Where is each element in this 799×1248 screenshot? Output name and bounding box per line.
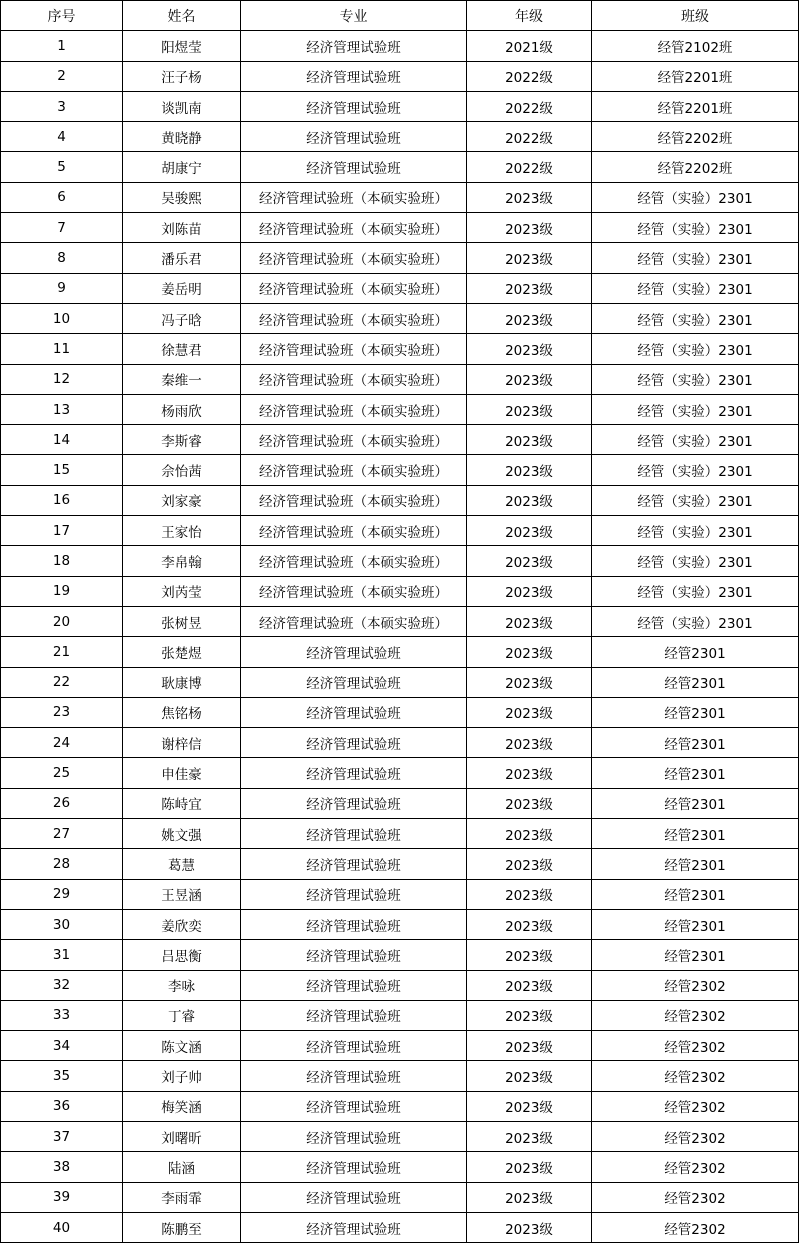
table-row	[1, 667, 799, 697]
cell-name: 黄晓静	[123, 122, 241, 152]
table-row	[1, 91, 799, 121]
cell-major: 经济管理试验班	[241, 819, 467, 849]
table-row	[1, 1212, 799, 1242]
cell-index: 20	[1, 606, 123, 636]
cell-major: 经济管理试验班	[241, 61, 467, 91]
cell-name: 申佳豪	[123, 758, 241, 788]
cell-class: 经管2201班	[592, 91, 799, 121]
cell-name: 刘家豪	[123, 485, 241, 515]
cell-year: 2023级	[467, 182, 592, 212]
cell-class: 经管（实验）2301	[592, 273, 799, 303]
cell-name: 李雨霏	[123, 1182, 241, 1212]
cell-index: 34	[1, 1031, 123, 1061]
cell-name: 秦维一	[123, 364, 241, 394]
cell-name: 丁睿	[123, 1000, 241, 1030]
table-row	[1, 273, 799, 303]
cell-class: 经管（实验）2301	[592, 516, 799, 546]
cell-class: 经管2302	[592, 1000, 799, 1030]
cell-index: 9	[1, 273, 123, 303]
table-row	[1, 243, 799, 273]
cell-class: 经管（实验）2301	[592, 425, 799, 455]
cell-name: 李帛翰	[123, 546, 241, 576]
cell-major: 经济管理试验班	[241, 1212, 467, 1242]
cell-year: 2023级	[467, 1000, 592, 1030]
cell-year: 2023级	[467, 758, 592, 788]
cell-major: 经济管理试验班	[241, 1000, 467, 1030]
cell-year: 2023级	[467, 425, 592, 455]
table-row	[1, 455, 799, 485]
table-row	[1, 303, 799, 333]
cell-year: 2023级	[467, 273, 592, 303]
cell-class: 经管（实验）2301	[592, 213, 799, 243]
table-row	[1, 61, 799, 91]
cell-major: 经济管理试验班（本硕实验班）	[241, 425, 467, 455]
cell-year: 2023级	[467, 909, 592, 939]
cell-major: 经济管理试验班	[241, 1031, 467, 1061]
table-row	[1, 152, 799, 182]
cell-major: 经济管理试验班（本硕实验班）	[241, 364, 467, 394]
cell-year: 2023级	[467, 728, 592, 758]
cell-name: 梅笑涵	[123, 1091, 241, 1121]
cell-class: 经管（实验）2301	[592, 394, 799, 424]
cell-name: 佘怡茜	[123, 455, 241, 485]
cell-index: 36	[1, 1091, 123, 1121]
cell-major: 经济管理试验班	[241, 909, 467, 939]
cell-year: 2023级	[467, 485, 592, 515]
cell-year: 2023级	[467, 697, 592, 727]
table-row	[1, 31, 799, 61]
cell-class: 经管2302	[592, 970, 799, 1000]
cell-major: 经济管理试验班	[241, 1152, 467, 1182]
cell-name: 胡康宁	[123, 152, 241, 182]
cell-index: 7	[1, 213, 123, 243]
cell-class: 经管2302	[592, 1212, 799, 1242]
cell-index: 32	[1, 970, 123, 1000]
cell-major: 经济管理试验班（本硕实验班）	[241, 485, 467, 515]
cell-year: 2023级	[467, 303, 592, 333]
cell-index: 21	[1, 637, 123, 667]
table-row	[1, 485, 799, 515]
cell-index: 31	[1, 940, 123, 970]
header-major: 专业	[241, 1, 467, 31]
cell-major: 经济管理试验班	[241, 758, 467, 788]
table-row	[1, 182, 799, 212]
cell-class: 经管2302	[592, 1061, 799, 1091]
cell-major: 经济管理试验班	[241, 1061, 467, 1091]
cell-year: 2023级	[467, 849, 592, 879]
table-row	[1, 940, 799, 970]
cell-index: 35	[1, 1061, 123, 1091]
table-row	[1, 1000, 799, 1030]
cell-class: 经管2202班	[592, 152, 799, 182]
cell-major: 经济管理试验班	[241, 152, 467, 182]
cell-major: 经济管理试验班	[241, 122, 467, 152]
table-row	[1, 394, 799, 424]
cell-year: 2023级	[467, 1031, 592, 1061]
cell-index: 8	[1, 243, 123, 273]
table-row	[1, 1182, 799, 1212]
cell-class: 经管（实验）2301	[592, 606, 799, 636]
cell-class: 经管2301	[592, 788, 799, 818]
cell-major: 经济管理试验班（本硕实验班）	[241, 243, 467, 273]
cell-name: 姜岳明	[123, 273, 241, 303]
header-class: 班级	[592, 1, 799, 31]
cell-index: 38	[1, 1152, 123, 1182]
cell-name: 刘子帅	[123, 1061, 241, 1091]
table-row	[1, 364, 799, 394]
cell-major: 经济管理试验班（本硕实验班）	[241, 546, 467, 576]
cell-index: 29	[1, 879, 123, 909]
table-row	[1, 213, 799, 243]
cell-index: 37	[1, 1121, 123, 1151]
cell-year: 2023级	[467, 667, 592, 697]
table-row	[1, 122, 799, 152]
cell-index: 13	[1, 394, 123, 424]
cell-name: 杨雨欣	[123, 394, 241, 424]
cell-major: 经济管理试验班	[241, 697, 467, 727]
cell-major: 经济管理试验班	[241, 1121, 467, 1151]
cell-name: 李斯睿	[123, 425, 241, 455]
cell-class: 经管（实验）2301	[592, 576, 799, 606]
cell-index: 17	[1, 516, 123, 546]
cell-class: 经管（实验）2301	[592, 364, 799, 394]
cell-major: 经济管理试验班	[241, 1091, 467, 1121]
cell-name: 陈峙宜	[123, 788, 241, 818]
cell-index: 19	[1, 576, 123, 606]
cell-year: 2023级	[467, 1061, 592, 1091]
cell-major: 经济管理试验班（本硕实验班）	[241, 516, 467, 546]
cell-name: 陈文涵	[123, 1031, 241, 1061]
cell-year: 2023级	[467, 364, 592, 394]
cell-name: 姜欣奕	[123, 909, 241, 939]
cell-index: 28	[1, 849, 123, 879]
cell-year: 2021级	[467, 31, 592, 61]
cell-major: 经济管理试验班	[241, 728, 467, 758]
cell-year: 2023级	[467, 243, 592, 273]
table-row	[1, 1152, 799, 1182]
cell-index: 39	[1, 1182, 123, 1212]
cell-class: 经管2301	[592, 940, 799, 970]
cell-year: 2023级	[467, 879, 592, 909]
cell-index: 22	[1, 667, 123, 697]
cell-name: 姚文强	[123, 819, 241, 849]
cell-index: 4	[1, 122, 123, 152]
cell-major: 经济管理试验班（本硕实验班）	[241, 303, 467, 333]
cell-year: 2023级	[467, 1121, 592, 1151]
cell-index: 33	[1, 1000, 123, 1030]
cell-class: 经管（实验）2301	[592, 455, 799, 485]
cell-year: 2023级	[467, 334, 592, 364]
cell-name: 潘乐君	[123, 243, 241, 273]
cell-index: 26	[1, 788, 123, 818]
table-row	[1, 1061, 799, 1091]
cell-major: 经济管理试验班	[241, 970, 467, 1000]
cell-year: 2023级	[467, 606, 592, 636]
table-row	[1, 576, 799, 606]
table-row	[1, 909, 799, 939]
header-year: 年级	[467, 1, 592, 31]
cell-major: 经济管理试验班（本硕实验班）	[241, 334, 467, 364]
table-row	[1, 879, 799, 909]
cell-name: 阳煜莹	[123, 31, 241, 61]
cell-major: 经济管理试验班	[241, 879, 467, 909]
cell-index: 6	[1, 182, 123, 212]
cell-year: 2023级	[467, 1212, 592, 1242]
table-row	[1, 758, 799, 788]
cell-name: 王昱涵	[123, 879, 241, 909]
cell-name: 谢梓信	[123, 728, 241, 758]
cell-name: 陈鹏至	[123, 1212, 241, 1242]
cell-class: 经管2301	[592, 667, 799, 697]
table-row	[1, 697, 799, 727]
cell-major: 经济管理试验班	[241, 849, 467, 879]
table-row	[1, 516, 799, 546]
cell-name: 焦铭杨	[123, 697, 241, 727]
table-row	[1, 425, 799, 455]
cell-major: 经济管理试验班（本硕实验班）	[241, 606, 467, 636]
header-index: 序号	[1, 1, 123, 31]
cell-major: 经济管理试验班	[241, 1182, 467, 1212]
cell-year: 2023级	[467, 788, 592, 818]
cell-major: 经济管理试验班（本硕实验班）	[241, 213, 467, 243]
cell-index: 30	[1, 909, 123, 939]
table-header	[1, 1, 799, 31]
table-row	[1, 849, 799, 879]
cell-year: 2022级	[467, 152, 592, 182]
cell-class: 经管2102班	[592, 31, 799, 61]
cell-name: 冯子晗	[123, 303, 241, 333]
cell-name: 刘芮莹	[123, 576, 241, 606]
cell-index: 3	[1, 91, 123, 121]
cell-year: 2023级	[467, 637, 592, 667]
cell-name: 吴骏熙	[123, 182, 241, 212]
cell-year: 2023级	[467, 970, 592, 1000]
cell-class: 经管2301	[592, 697, 799, 727]
cell-index: 15	[1, 455, 123, 485]
cell-major: 经济管理试验班	[241, 637, 467, 667]
cell-name: 汪子杨	[123, 61, 241, 91]
cell-class: 经管2302	[592, 1121, 799, 1151]
cell-class: 经管（实验）2301	[592, 334, 799, 364]
cell-name: 葛慧	[123, 849, 241, 879]
cell-class: 经管（实验）2301	[592, 243, 799, 273]
cell-major: 经济管理试验班	[241, 788, 467, 818]
cell-year: 2023级	[467, 1182, 592, 1212]
cell-class: 经管（实验）2301	[592, 182, 799, 212]
cell-major: 经济管理试验班（本硕实验班）	[241, 273, 467, 303]
cell-major: 经济管理试验班	[241, 667, 467, 697]
cell-index: 24	[1, 728, 123, 758]
header-name: 姓名	[123, 1, 241, 31]
cell-major: 经济管理试验班（本硕实验班）	[241, 576, 467, 606]
table-row	[1, 334, 799, 364]
cell-name: 张树昱	[123, 606, 241, 636]
cell-year: 2023级	[467, 819, 592, 849]
cell-class: 经管2301	[592, 849, 799, 879]
table-row	[1, 819, 799, 849]
cell-year: 2023级	[467, 213, 592, 243]
cell-class: 经管2301	[592, 819, 799, 849]
cell-year: 2023级	[467, 1091, 592, 1121]
cell-index: 16	[1, 485, 123, 515]
cell-major: 经济管理试验班（本硕实验班）	[241, 182, 467, 212]
cell-year: 2022级	[467, 91, 592, 121]
cell-name: 李咏	[123, 970, 241, 1000]
cell-index: 40	[1, 1212, 123, 1242]
table-row	[1, 637, 799, 667]
cell-class: 经管2302	[592, 1091, 799, 1121]
table-row	[1, 1121, 799, 1151]
cell-class: 经管2201班	[592, 61, 799, 91]
cell-major: 经济管理试验班（本硕实验班）	[241, 394, 467, 424]
cell-major: 经济管理试验班	[241, 940, 467, 970]
cell-year: 2023级	[467, 455, 592, 485]
cell-index: 11	[1, 334, 123, 364]
cell-name: 陆涵	[123, 1152, 241, 1182]
cell-class: 经管（实验）2301	[592, 546, 799, 576]
cell-index: 5	[1, 152, 123, 182]
cell-class: 经管2202班	[592, 122, 799, 152]
cell-name: 张楚煜	[123, 637, 241, 667]
cell-class: 经管2301	[592, 879, 799, 909]
cell-class: 经管2301	[592, 637, 799, 667]
cell-name: 刘陈苗	[123, 213, 241, 243]
cell-class: 经管2301	[592, 909, 799, 939]
cell-name: 徐慧君	[123, 334, 241, 364]
cell-index: 23	[1, 697, 123, 727]
cell-major: 经济管理试验班	[241, 91, 467, 121]
cell-index: 10	[1, 303, 123, 333]
cell-index: 14	[1, 425, 123, 455]
cell-index: 12	[1, 364, 123, 394]
cell-year: 2023级	[467, 576, 592, 606]
table-body	[1, 31, 799, 1243]
cell-name: 耿康博	[123, 667, 241, 697]
cell-index: 18	[1, 546, 123, 576]
cell-name: 吕思衡	[123, 940, 241, 970]
table-row	[1, 1091, 799, 1121]
cell-major: 经济管理试验班	[241, 31, 467, 61]
cell-class: 经管2302	[592, 1031, 799, 1061]
cell-index: 25	[1, 758, 123, 788]
cell-year: 2023级	[467, 940, 592, 970]
table-row	[1, 970, 799, 1000]
cell-year: 2023级	[467, 394, 592, 424]
table-row	[1, 788, 799, 818]
cell-year: 2023级	[467, 516, 592, 546]
cell-year: 2022级	[467, 61, 592, 91]
cell-index: 1	[1, 31, 123, 61]
cell-major: 经济管理试验班（本硕实验班）	[241, 455, 467, 485]
cell-name: 刘曙昕	[123, 1121, 241, 1151]
cell-index: 27	[1, 819, 123, 849]
cell-year: 2023级	[467, 546, 592, 576]
cell-name: 谈凯南	[123, 91, 241, 121]
table-row	[1, 1031, 799, 1061]
cell-class: 经管2302	[592, 1152, 799, 1182]
cell-class: 经管2302	[592, 1182, 799, 1212]
header-row	[1, 1, 799, 31]
cell-year: 2023级	[467, 1152, 592, 1182]
table-row	[1, 728, 799, 758]
table-row	[1, 606, 799, 636]
cell-name: 王家怡	[123, 516, 241, 546]
cell-class: 经管（实验）2301	[592, 303, 799, 333]
table-row	[1, 546, 799, 576]
cell-class: 经管2301	[592, 728, 799, 758]
cell-index: 2	[1, 61, 123, 91]
cell-class: 经管（实验）2301	[592, 485, 799, 515]
cell-year: 2022级	[467, 122, 592, 152]
cell-class: 经管2301	[592, 758, 799, 788]
